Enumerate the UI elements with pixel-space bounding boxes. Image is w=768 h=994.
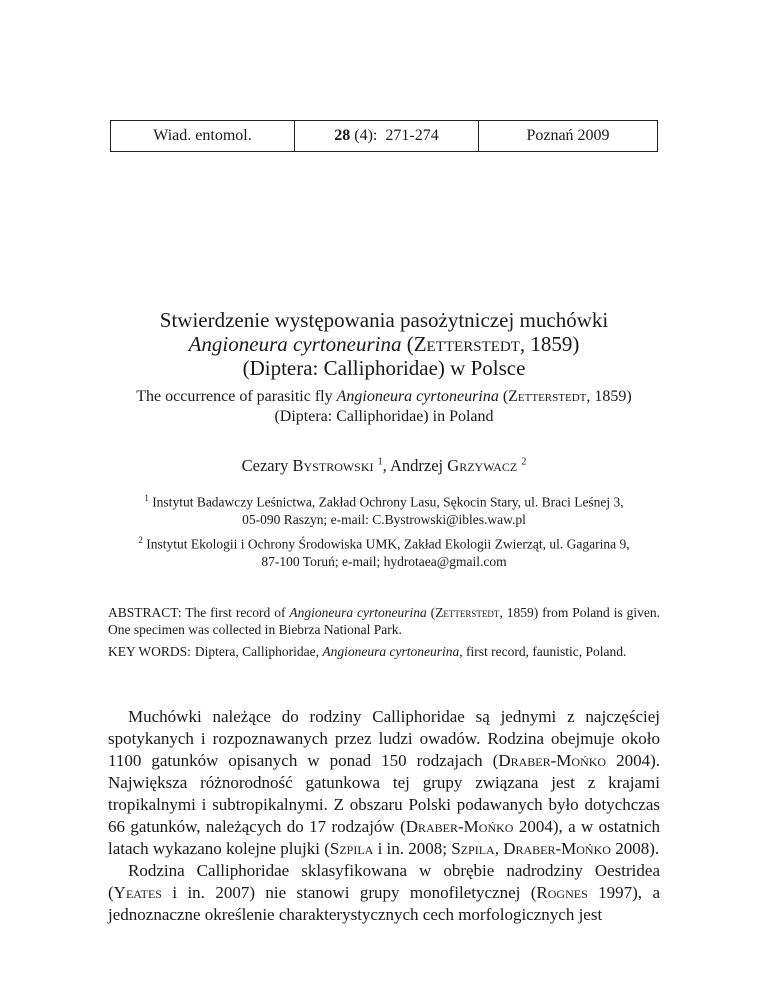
abstract-label: ABSTRACT: [108, 605, 182, 620]
abstract-author: Zetterstedt [435, 605, 500, 620]
species-name: Angioneura cyrtoneurina [336, 388, 499, 405]
title-en-line2: (Diptera: Calliphoridae) in Poland [274, 408, 494, 425]
ref-yeates: Yeates [113, 883, 162, 902]
keywords-label: KEY WORDS: [108, 644, 191, 659]
ref-draber-3: Draber-Mońko [503, 839, 611, 858]
p1-text-e: , [494, 839, 504, 858]
abstract-text-1: The first record of [181, 605, 290, 620]
author1-last: Bystrowski [292, 456, 374, 475]
affil2-line1: Instytut Ekologii i Ochrony Środowiska UMK, Zakład Ekologii Zwierząt, ul. Gagarina 9, [146, 536, 630, 552]
affil1-line1: Instytut Badawczy Leśnictwa, Zakład Ochrony Lasu, Sękocin Stary, ul. Braci Leśnej 3, [152, 494, 624, 510]
author1-sup: 1 [377, 456, 383, 468]
paragraph-2 [108, 860, 660, 926]
affil1-line2: 05-090 Raszyn; e-mail: C.Bystrowski@ibles.waw.pl [242, 511, 526, 527]
affil2-line2: 87-100 Toruń; e-mail; hydrotaea@gmail.com [261, 553, 507, 569]
p1-text-b: 2004). Największa różnorodność gatunkowa tej grupy związana jest z krajami tropikalnymi i subtropikalnymi. Z obszaru Polski podawanych było dotychczas 66 gatunków, należących do 17 rodzajów ( [108, 751, 660, 836]
keywords-species: Angioneura cyrtoneurina [322, 644, 460, 659]
p1-text-a: Muchówki należące do rodziny Calliphoridae są jednymi z najczęściej spotykanych i rozpoznawanych przez ludzi owadów. Rodzina obejmuje około 1100 gatunków opisanych w ponad 150 rodzajach ( [108, 707, 660, 770]
title-pl-line2: Angioneura cyrtoneurina (Zetterstedt, 1859) [188, 332, 580, 356]
p2-text-a: Rodzina Calliphoridae sklasyfikowana w obrębie nadrodziny Oestridea ( [108, 861, 660, 902]
abstract: ABSTRACT: The first record of Angioneura cyrtoneurina (Zetterstedt, 1859) from Poland is given. One specimen was collected in Biebrza National Park. [108, 605, 660, 637]
p2-text-b: i in. 2007) nie stanowi grupy monofiletycznej ( [161, 883, 537, 902]
p1-text-c: 2004), a w ostatnich latach wykazano kolejne plujki ( [108, 817, 660, 858]
affiliation-1 [100, 490, 668, 528]
abstract-species: Angioneura cyrtoneurina [289, 605, 427, 620]
species-year: , 1859) [519, 332, 580, 356]
author2-last: Grzywacz [447, 456, 518, 475]
author2-first: Andrzej [390, 456, 448, 475]
author2-sup: 2 [521, 456, 527, 468]
keywords-text-1: Diptera, Calliphoridae, [194, 644, 323, 659]
title-pl-line1: Stwierdzenie występowania pasożytniczej muchówki [159, 308, 609, 332]
species-year: , 1859) [586, 388, 632, 405]
species-author: Zetterstedt [508, 388, 587, 405]
title-en-line1: The occurrence of parasitic fly Angioneura cyrtoneurina (Zetterstedt, 1859) [136, 388, 632, 405]
keywords [108, 643, 660, 660]
p2-text-c: 1997), a jednoznaczne określenie charakterystycznych cech morfologicznych jest [108, 883, 660, 924]
affiliation-2 [100, 532, 668, 570]
authors-line: Cezary Bystrowski $^1$, Andrzej Grzywacz $^2$ [241, 456, 527, 475]
keywords-text-2: , first record, faunistic, Poland. [459, 644, 627, 659]
journal-name: Wiad. entomol. [111, 121, 295, 151]
affil2-sup: 2 [138, 535, 143, 545]
paragraph-1 [108, 706, 660, 860]
volume-number: 28 [334, 127, 351, 144]
title-en-prefix: The occurrence of parasitic fly [136, 388, 337, 405]
p1-text-f: 2008). [610, 839, 660, 858]
ref-draber-1: Draber-Mońko [498, 751, 607, 770]
author1-first: Cezary [241, 456, 293, 475]
ref-rognes: Rognes [536, 883, 588, 902]
journal-header [110, 120, 658, 152]
species-name: Angioneura cyrtoneurina [188, 332, 402, 356]
ref-szpila-2: Szpila [451, 839, 495, 858]
p1-text-d: i in. 2008; [373, 839, 452, 858]
title-polish [60, 308, 708, 380]
keywords-text [195, 643, 660, 660]
ref-szpila-1: Szpila [329, 839, 374, 858]
body-text [108, 706, 660, 926]
place-year: Poznań 2009 [526, 127, 610, 144]
abstract-text-2: , 1859) from Poland is given. One specimen was collected in Biebrza National Park. [108, 605, 660, 637]
ref-draber-2: Draber-Mońko [405, 817, 514, 836]
title-pl-line3: (Diptera: Calliphoridae) w Polsce [242, 356, 526, 380]
volume-issue-pages [295, 121, 479, 151]
species-author: Zetterstedt [413, 332, 520, 356]
issue-pages: (4): 271-274 [350, 127, 439, 144]
title-english [60, 387, 708, 427]
affil1-sup: 1 [144, 493, 149, 503]
